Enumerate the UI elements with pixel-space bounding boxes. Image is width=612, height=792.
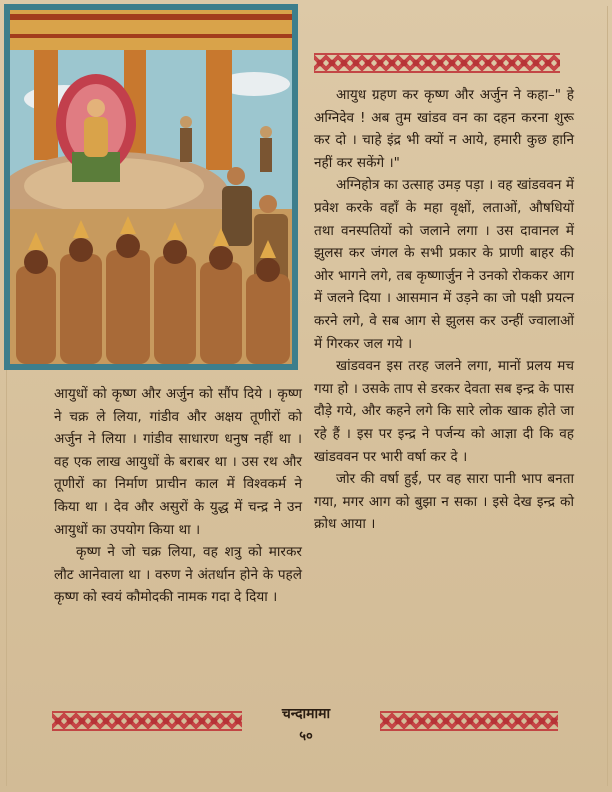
paragraph: जोर की वर्षा हुई, पर वह सारा पानी भाप बनता गया, मगर आग को बुझा न सका । इसे देख इन्द्र को क्रोध आया । (314, 471, 574, 533)
court-scene-image (4, 4, 298, 370)
paragraph: आयुध ग्रहण कर कृष्ण और अर्जुन ने कहा–" हे अग्निदेव ! अब तुम खांडव वन का दहन करना शुरू कर दो । चाहे इंद्र भी क्यों न आये, हमारी कुछ हानि नहीं कर सकेंगे ।" (314, 87, 574, 171)
page-number: ५० (299, 729, 313, 744)
paragraph: अग्निहोत्र का उत्साह उमड़ पड़ा । वह खांडववन में प्रवेश करके वहाँ के महा वृक्षों, लताओं, औषधियों तथा वनस्पतियों को जलाने लगा । उस दावानल में झुलस कर जंगल के सभी प्रकार के प्राणी बाहर की ओर भागने लगे, तब कृष्णार्जुन ने उनको रोककर आग में जलने दिया । आसमान में उड़ने का जो पक्षी प्रयत्न करने लगे, वे सब आग से झुलस कर उन्हीं ज्वालाओं में गिरकर जल गये । (314, 177, 574, 352)
decorative-border-top (314, 53, 560, 73)
paragraph: आयुधों को कृष्ण और अर्जुन को सौंप दिये । कृष्ण ने चक्र ले लिया, गांडीव और अक्षय तूणीरों को अर्जुन ने लिया । गांडीव साधारण धनुष नहीं था । वह एक लाख आयुधों के बराबर था । उस रथ और तूणीरों का निर्माण प्राचीन काल में विश्वकर्म ने किया था । देव और असुरों के युद्ध में चन्द्र ने उन आयुधों का उपयोग किया था । (54, 386, 302, 538)
magazine-name: चन्दामामा (281, 706, 331, 722)
decorative-border-bottom-right (380, 711, 558, 731)
decorative-border-bottom-left (52, 711, 242, 731)
paragraph: कृष्ण ने जो चक्र लिया, वह शत्रु को मारकर लौट आनेवाला था । वरुण ने अंतर्धान होने के पहले कृष्ण को स्वयं कौमोदकी नामक गदा दे दिया । (54, 544, 302, 606)
left-text-column (54, 383, 302, 609)
paragraph: खांडववन इस तरह जलने लगा, मानों प्रलय मच गया हो । उसके ताप से डरकर देवता सब इन्द्र के पास दौड़े गये, और कहने लगे कि सारे लोक खाक होते जा रहे हैं । इस पर इन्द्र ने पर्जन्य को आज्ञा दी कि वह खांडववन पर भारी वर्षा कर दे । (314, 358, 574, 465)
court-illustration (4, 4, 298, 370)
right-text-column (314, 84, 574, 536)
